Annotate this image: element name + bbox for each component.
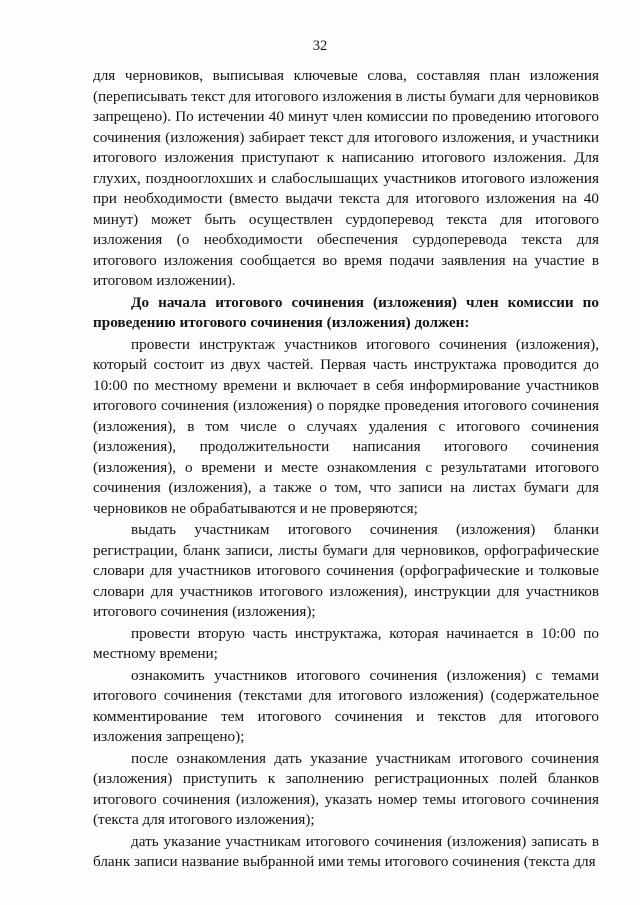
paragraph-fill-registration: после ознакомления дать указание участникам итогового сочинения (изложения) приступить к заполнению регистрационных полей бланков итогового сочинения (изложения), указать номер темы итогового сочинения (текста для итогового изложения); [93,749,599,828]
paragraph-heading-before-start: До начала итогового сочинения (изложения) член комиссии по проведению итогового сочинения (изложения) должен: [93,293,599,331]
paragraph-continuation: для черновиков, выписывая ключевые слова, составляя план изложения (переписывать текст для итогового изложения в листы бумаги для черновиков запрещено). По истечении 40 минут член комиссии по проведению итогового сочинения (изложения) забирает текст для итогового изложения, и участники итогового изложения приступают к написанию итогового изложения. Для глухих, позднооглохших и слабослышащих участников итогового изложения при необходимости (вместо выдачи текста для итогового изложения на 40 минут) может быть осуществлен сурдоперевод текста для итогового изложения (о необходимости обеспечения сурдоперевода текста для итогового изложения сообщается во время подачи заявления на участие в итоговом изложении). [93,67,599,289]
paragraph-familiarize-topics: ознакомить участников итогового сочинения (изложения) с темами итогового сочинения (текстами для итогового изложения) (содержательное комментирование тем итогового сочинения и текстов для итогового изложения запрещено); [93,666,599,745]
document-body [93,66,599,873]
page-number: 32 [312,38,328,54]
paragraph-instruction-briefing: провести инструктаж участников итогового сочинения (изложения), который состоит из двух частей. Первая часть инструктажа проводится до 10:00 по местному времени и включает в себя информирование участников итогового сочинения (изложения) о порядке проведения итогового сочинения (изложения), в том числе о случаях удаления с итогового сочинения (изложения), продолжительности написания итогового сочинения (изложения), о времени и месте ознакомления с результатами итогового сочинения (изложения), а также о том, что записи на листах бумаги для черновиков не обрабатываются и не проверяются; [93,335,599,517]
paragraph-issue-forms: выдать участникам итогового сочинения (изложения) бланки регистрации, бланк записи, листы бумаги для черновиков, орфографические словари для участников итогового сочинения (орфографические и толковые словари для участников итогового изложения), инструкции для участников итогового сочинения (изложения); [93,521,599,620]
paragraph-second-briefing: провести вторую часть инструктажа, которая начинается в 10:00 по местному времени; [93,624,599,662]
paragraph-write-topic: дать указание участникам итогового сочинения (изложения) записать в бланк записи название выбранной ими темы итогового сочинения (текста для [93,832,599,870]
